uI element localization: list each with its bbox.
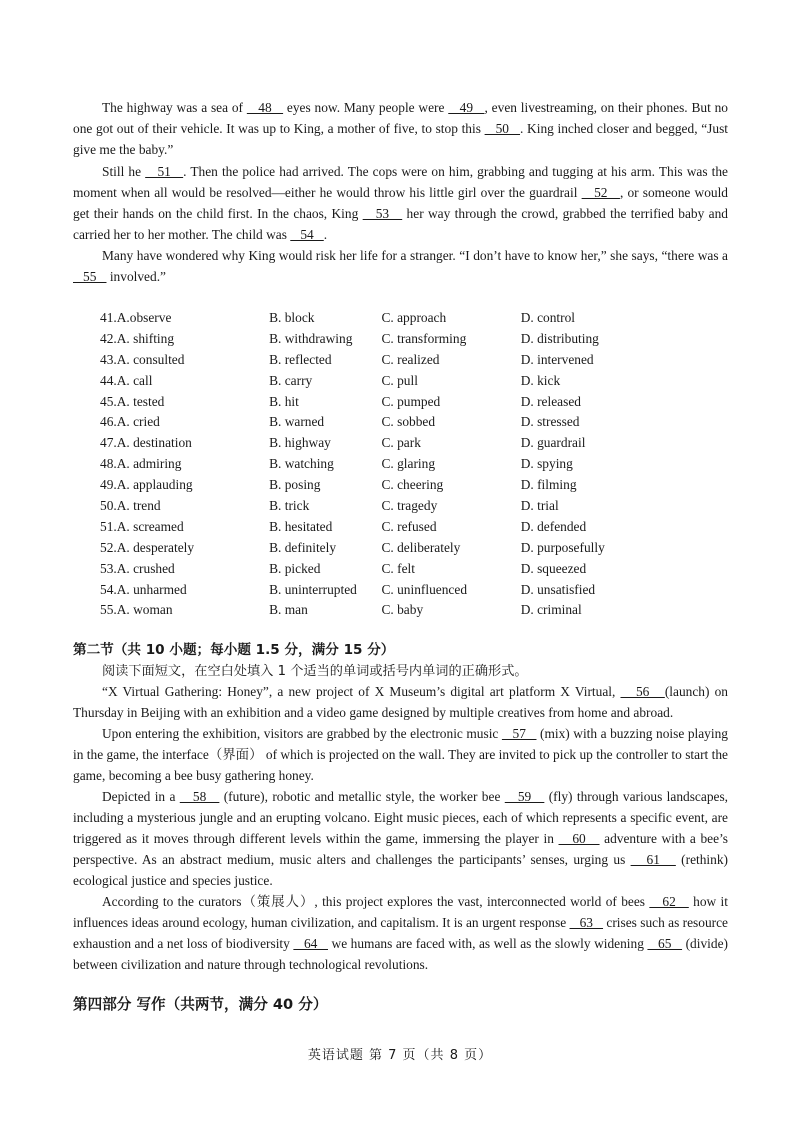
option-cell: B. hesitated	[269, 518, 333, 534]
option-cell: C. refused	[381, 518, 437, 534]
answer-blank: 50	[484, 121, 521, 136]
text-run: Upon entering the exhibition, visitors are grabbed by the electronic music	[102, 726, 502, 741]
option-cell: D. filming	[520, 477, 577, 493]
option-cell: 52.A. desperately	[100, 539, 195, 555]
option-cell: 47.A. destination	[100, 435, 192, 451]
option-cell: D. kick	[520, 372, 561, 388]
option-cell: D. stressed	[520, 414, 580, 430]
section2-instruction: 阅读下面短文，在空白处填入 1 个适当的单词或括号内单词的正确形式。	[102, 664, 528, 679]
option-cell: D. intervened	[520, 351, 594, 367]
text-run: (mix) with a buzzing noise playing in the game, the interface（界面） of which is projected on the wall. They are invited to pick up the controller to start the game, becoming a bee busy gathering honey.	[73, 726, 728, 783]
passage1-para2	[73, 161, 728, 245]
option-cell: B. uninterrupted	[269, 581, 357, 597]
option-cell: D. released	[520, 393, 581, 409]
option-cell: B. picked	[269, 560, 321, 576]
option-cell: 50.A. trend	[100, 498, 161, 514]
answer-blank: 59	[504, 789, 545, 804]
text-run: eyes now. Many people were	[283, 100, 449, 115]
text-run: we humans are faced with, as well as the slowly widening	[327, 936, 648, 951]
option-cell: C. park	[381, 435, 421, 451]
text-run: (fly) through various landscapes, including a mysterious jungle and an erupting volcano. Eight music pieces, each of which represents a specific event, are triggered as it moves through different levels within the game, immersing the player in	[73, 789, 729, 846]
option-cell: C. pull	[381, 372, 418, 388]
answer-blank: 57	[501, 726, 537, 741]
answer-blank: 56	[620, 684, 665, 699]
passage1-para3	[73, 245, 728, 287]
answer-blank: 54	[290, 227, 324, 242]
answer-blank: 55	[73, 269, 107, 284]
option-cell: B. man	[269, 602, 308, 618]
answer-blank: 65	[647, 936, 683, 951]
option-cell: C. sobbed	[381, 414, 436, 430]
text-run: involved.”	[106, 269, 166, 284]
option-cell: D. spying	[520, 456, 573, 472]
option-row	[100, 600, 660, 621]
section2-para1	[73, 681, 728, 723]
option-row	[100, 329, 660, 350]
option-cell: C. tragedy	[381, 498, 438, 514]
options-table	[100, 308, 660, 621]
answer-blank: 63	[569, 915, 604, 930]
section2-para3	[73, 786, 728, 891]
option-cell: D. unsatisfied	[520, 581, 596, 597]
option-cell: 43.A. consulted	[100, 351, 185, 367]
option-cell: 55.A. woman	[100, 602, 173, 618]
answer-blank: 52	[581, 185, 620, 200]
option-row	[100, 580, 660, 601]
text-run: .	[323, 227, 328, 242]
option-cell: C. pumped	[381, 393, 441, 409]
option-cell: B. withdrawing	[269, 330, 353, 346]
option-row	[100, 517, 660, 538]
option-cell: B. definitely	[269, 539, 337, 555]
section2-para4	[73, 891, 728, 975]
text-run: (future), robotic and metallic style, the worker bee	[219, 789, 505, 804]
option-cell: C. glaring	[381, 456, 436, 472]
option-cell: B. trick	[269, 498, 310, 514]
option-row	[100, 433, 660, 454]
option-row	[100, 350, 660, 371]
option-cell: D. control	[520, 310, 576, 325]
text-run: According to the curators（策展人）, this project explores the vast, interconnected world of bees	[102, 894, 650, 909]
text-run: how it influences ideas around ecology, human civilization, and capitalism. It is an urgent response	[73, 894, 728, 930]
option-row	[100, 454, 660, 475]
answer-blank: 48	[246, 100, 284, 115]
answer-blank: 51	[145, 164, 184, 179]
text-run: Still he	[102, 164, 146, 179]
option-cell: C. approach	[381, 310, 447, 325]
passage1-para1	[73, 97, 728, 160]
option-cell: 45.A. tested	[100, 393, 165, 409]
answer-blank: 60	[558, 831, 600, 846]
option-cell: 48.A. admiring	[100, 456, 182, 472]
part4-heading: 第四部分 写作（共两节，满分 40 分）	[73, 996, 328, 1013]
option-cell: B. warned	[269, 414, 325, 430]
answer-blank: 53	[362, 206, 403, 221]
option-cell: B. block	[269, 310, 315, 325]
text-run: (divide) between civilization and nature through technological revolutions.	[73, 936, 728, 972]
option-cell: D. defended	[520, 518, 587, 534]
option-cell: 46.A. cried	[100, 414, 160, 430]
option-cell: C. transforming	[381, 330, 467, 346]
option-row	[100, 496, 660, 517]
option-cell: B. watching	[269, 456, 334, 472]
answer-blank: 58	[179, 789, 220, 804]
text-run: The highway was a sea of	[102, 100, 247, 115]
option-cell: 42.A. shifting	[100, 330, 175, 346]
option-cell: C. realized	[381, 351, 440, 367]
option-cell: D. criminal	[520, 602, 582, 618]
text-run: . King inched closer and begged, “Just give me the baby.”	[73, 121, 728, 157]
option-cell: B. carry	[269, 372, 313, 388]
text-run: adventure with a bee’s perspective. As an abstract medium, music alters and challenges the participants’ senses, urging us	[73, 831, 728, 867]
answer-blank: 61	[630, 852, 676, 867]
option-row	[100, 559, 660, 580]
option-cell: 54.A. unharmed	[100, 581, 187, 597]
text-run: . Then the police had arrived. The cops were on him, grabbing and tugging at his arm. This was the moment when all would be resolved—either he would throw his little girl over the guardrail	[73, 164, 728, 200]
option-cell: B. hit	[269, 393, 299, 409]
option-cell: D. distributing	[520, 330, 599, 346]
option-cell: 49.A. applauding	[100, 477, 193, 493]
option-cell: D. squeezed	[520, 560, 587, 576]
option-cell: 41.A.observe	[100, 310, 172, 325]
option-cell: C. cheering	[381, 477, 444, 493]
option-row	[100, 371, 660, 392]
option-cell: D. purposefully	[520, 539, 605, 555]
option-cell: 53.A. crushed	[100, 560, 175, 576]
page-footer: 英语试题 第 7 页（共 8 页）	[307, 1048, 493, 1063]
option-cell: C. felt	[381, 560, 415, 576]
section2-heading: 第二节（共 10 小题；每小题 1.5 分，满分 15 分）	[73, 642, 395, 658]
option-cell: 44.A. call	[100, 372, 153, 388]
option-cell: B. reflected	[269, 351, 332, 367]
option-cell: 51.A. screamed	[100, 518, 184, 534]
text-run: “X Virtual Gathering: Honey”, a new project of X Museum’s digital art platform X Virtual,	[102, 684, 621, 699]
text-run: Depicted in a	[102, 789, 180, 804]
option-row	[100, 538, 660, 559]
answer-blank: 64	[293, 936, 328, 951]
text-run: , even livestreaming, on their phones. But no one got out of their vehicle. It was up to King, a mother of five, to stop this	[73, 100, 728, 136]
option-row	[100, 412, 660, 433]
section2-para2	[73, 723, 728, 786]
option-cell: B. highway	[269, 435, 331, 451]
option-row	[100, 475, 660, 496]
option-cell: C. deliberately	[381, 539, 461, 555]
option-cell: D. trial	[520, 498, 559, 514]
text-run: her way through the crowd, grabbed the terrified baby and carried her to her mother. The child was	[73, 206, 728, 242]
option-cell: C. baby	[381, 602, 424, 618]
option-cell: C. uninfluenced	[381, 581, 468, 597]
text-run: (launch) on Thursday in Beijing with an exhibition and a video game designed by multiple creatives from home and abroad.	[73, 684, 728, 720]
text-run: , or someone would get their hands on the child first. In the chaos, King	[73, 185, 729, 221]
text-run: crises such as resource exhaustion and a net loss of biodiversity	[73, 915, 728, 951]
option-row	[100, 308, 660, 329]
text-run: (rethink) ecological justice and species justice.	[73, 852, 728, 888]
option-row	[100, 392, 660, 413]
option-cell: B. posing	[269, 477, 321, 493]
text-run: Many have wondered why King would risk her life for a stranger. “I don’t have to know her,” she says, “there was a	[102, 248, 728, 263]
option-cell: D. guardrail	[520, 435, 586, 451]
answer-blank: 49	[448, 100, 485, 115]
answer-blank: 62	[649, 894, 689, 909]
